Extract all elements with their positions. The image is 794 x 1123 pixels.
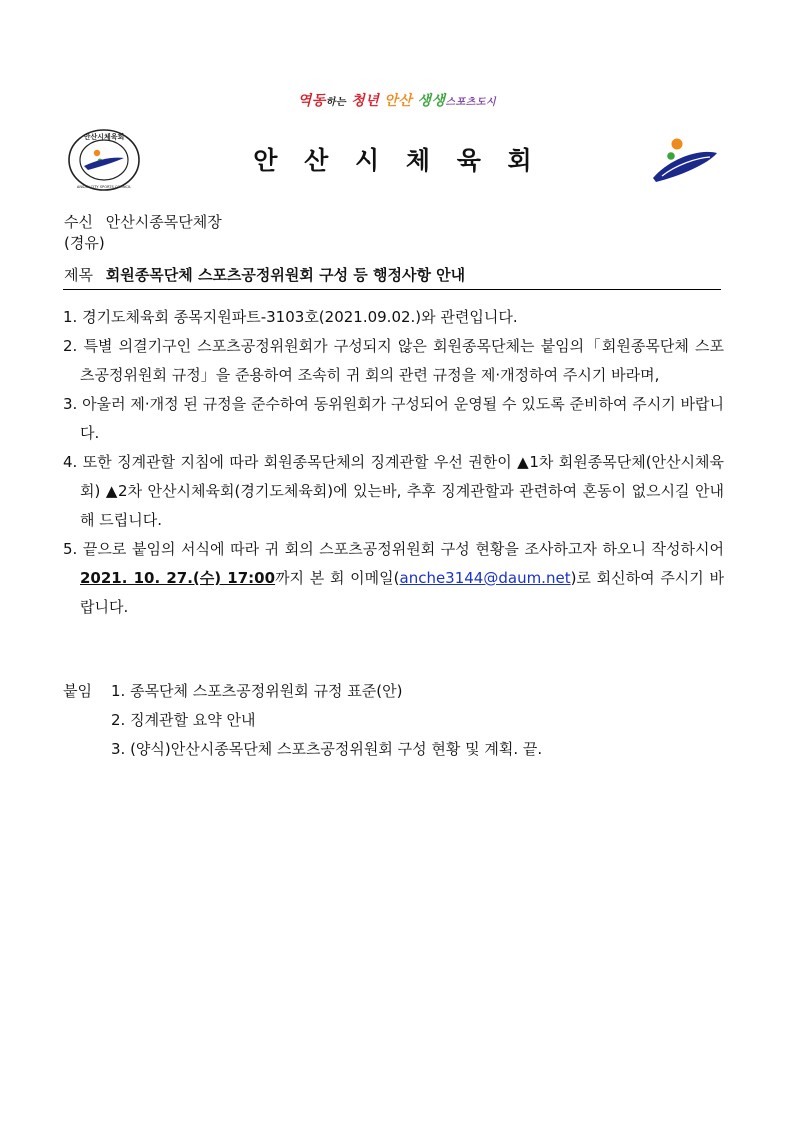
attachment-item: 3. (양식)안산시종목단체 스포츠공정위원회 구성 현황 및 계획. 끝. xyxy=(111,740,543,758)
attachments-label: 붙임 xyxy=(63,682,92,700)
slogan-part-3: 청년 xyxy=(351,93,380,109)
recipient-row xyxy=(64,212,222,232)
seal-subtext: ANSAN CITY SPORTS COUNCIL xyxy=(76,185,132,189)
attachments xyxy=(63,677,542,764)
attachment-item: 1. 종목단체 스포츠공정위원회 규정 표준(안) xyxy=(111,682,403,700)
paragraph-5-text-a: 5. 끝으로 붙임의 서식에 따라 귀 회의 스포츠공정위원회 구성 현황을 조사하고자 하오니 작성하시어 xyxy=(63,540,724,558)
attachment-item: 2. 징계관할 요약 안내 xyxy=(111,711,256,729)
recipient-label: 수신 xyxy=(64,213,93,231)
paragraph-5-text-b: 까지 본 회 이메일( xyxy=(275,569,400,587)
paragraph-3: 3. 아울러 제·개정 된 규정을 준수하여 동위원회가 구성되어 운영될 수 있도록 준비하여 주시기 바랍니다. xyxy=(63,395,724,442)
slogan-part-2: 하는 xyxy=(325,97,347,108)
attachment-row xyxy=(63,706,542,735)
slogan-part-1: 역동 xyxy=(297,93,326,109)
via-label: (경유) xyxy=(64,234,105,252)
subject-label: 제목 xyxy=(64,266,93,284)
document-body xyxy=(63,303,724,622)
paragraph-5 xyxy=(63,535,724,622)
email-link[interactable]: anche3144@daum.net xyxy=(399,569,571,587)
attachment-row xyxy=(63,677,542,706)
paragraph-2: 2. 특별 의결기구인 스포츠공정위원회가 구성되지 않은 회원종목단체는 붙임의「회원종목단체 스포츠공정위원회 규정」을 준용하여 조속히 귀 회의 관련 규정을 제·개정하여 주시기 바라며, xyxy=(63,337,724,384)
slogan xyxy=(0,90,794,110)
slogan-part-5: 생생 xyxy=(417,93,446,109)
reply-deadline: 2021. 10. 27.(수) 17:00 xyxy=(80,569,276,587)
via-row xyxy=(64,233,105,253)
recipient-value: 안산시종목단체장 xyxy=(105,213,222,231)
organization-title: 안 산 시 체 육 회 xyxy=(253,146,541,175)
paragraph-1: 1. 경기도체육회 종목지원파트-3103호(2021.09.02.)와 관련입니다. xyxy=(63,308,518,326)
slogan-part-4: 안산 xyxy=(384,93,413,109)
attachment-row xyxy=(63,735,542,764)
slogan-part-6: 스포츠도시 xyxy=(445,97,497,108)
paragraph-4: 4. 또한 징계관할 지침에 따라 회원종목단체의 징계관할 우선 권한이 ▲1차 회원종목단체(안산시체육회) ▲2차 안산시체육회(경기도체육회)에 있는바, 추후 징계관할과 관련하여 혼동이 없으시길 안내해 드립니다. xyxy=(63,453,724,529)
subject-value: 회원종목단체 스포츠공정위원회 구성 등 행정사항 안내 xyxy=(105,266,466,284)
subject-divider xyxy=(63,289,721,290)
seal-text: 안산시체육회 xyxy=(83,133,125,141)
sports-emblem-icon xyxy=(650,136,720,186)
subject-row xyxy=(64,265,465,285)
paragraph-5-text-c: )로 회신하여 주시기 바랍니다. xyxy=(80,569,724,616)
